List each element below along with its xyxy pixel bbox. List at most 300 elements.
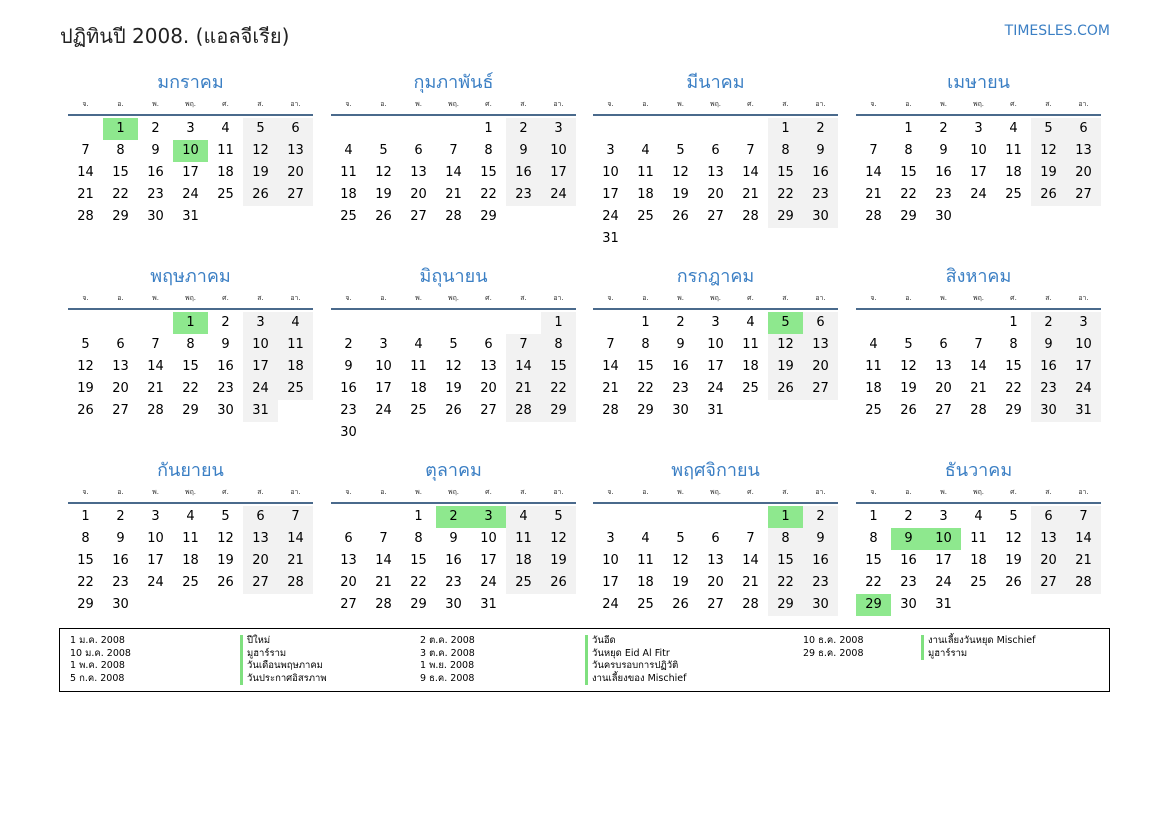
day-cell: 15	[541, 356, 576, 378]
day-cell: 17	[707, 359, 724, 374]
month-name: ตุลาคม	[425, 460, 482, 481]
weekday-label: พ.	[940, 100, 947, 108]
day-cell: 6	[1066, 118, 1101, 140]
day-cell: 10	[970, 143, 987, 158]
weekday-label: ศ.	[222, 488, 229, 496]
day-cell: 22	[768, 572, 803, 594]
day-cell: 16	[217, 359, 234, 374]
day-cell: 10	[1066, 334, 1101, 356]
day-cell: 10	[480, 531, 497, 546]
weekday-label: อา.	[815, 100, 826, 108]
day-cell: 17	[602, 187, 619, 202]
day-cell: 1	[641, 315, 650, 330]
day-cell: 26	[672, 209, 689, 224]
day-cell: 8	[81, 531, 90, 546]
weekday-label: อา.	[290, 100, 301, 108]
day-cell: 30	[340, 425, 357, 440]
day-cell: 23	[900, 575, 917, 590]
day-cell: 25	[182, 575, 199, 590]
day-cell: 14	[278, 528, 313, 550]
weekday-label: จ.	[607, 100, 614, 108]
day-cell: 26	[243, 184, 278, 206]
day-cell: 22	[182, 381, 199, 396]
day-cell: 14	[602, 359, 619, 374]
day-cell: 18	[410, 381, 427, 396]
day-cell: 19	[243, 162, 278, 184]
day-cell: 1	[541, 312, 576, 334]
day-cell: 1	[1009, 315, 1018, 330]
day-cell: 23	[147, 187, 164, 202]
day-cell: 20	[1066, 162, 1101, 184]
weekday-label: พฤ.	[972, 294, 985, 302]
weekday-label: พฤ.	[972, 488, 985, 496]
day-cell: 6	[243, 506, 278, 528]
weekday-header	[593, 292, 838, 310]
day-cell: 19	[768, 356, 803, 378]
day-cell: 27	[410, 209, 427, 224]
day-cell: 31	[1066, 400, 1101, 422]
day-grid	[593, 506, 838, 616]
weekday-label: ส.	[782, 294, 789, 302]
day-cell: 13	[410, 165, 427, 180]
holiday-name: วันประกาศอิสรภาพ	[240, 673, 327, 686]
holiday-date: 3 ต.ค. 2008	[420, 647, 475, 659]
holiday-day-cell: 5	[768, 312, 803, 334]
month-block	[68, 264, 313, 422]
day-cell: 7	[449, 143, 458, 158]
day-cell: 28	[77, 209, 94, 224]
day-cell: 10	[541, 140, 576, 162]
day-cell: 15	[865, 553, 882, 568]
day-cell: 28	[742, 597, 759, 612]
weekday-label: อ.	[905, 294, 912, 302]
empty-cell	[401, 312, 436, 334]
day-grid	[331, 118, 576, 228]
day-cell: 29	[112, 209, 129, 224]
day-cell: 21	[742, 575, 759, 590]
day-cell: 3	[243, 312, 278, 334]
day-cell: 27	[340, 597, 357, 612]
day-cell: 5	[81, 337, 90, 352]
weekday-label: อ.	[642, 100, 649, 108]
weekday-label: อา.	[815, 294, 826, 302]
day-cell: 1	[414, 509, 423, 524]
holiday-date: 29 ธ.ค. 2008	[803, 647, 864, 659]
day-cell: 8	[768, 528, 803, 550]
day-cell: 15	[410, 553, 427, 568]
day-cell: 8	[116, 143, 125, 158]
holiday-date: 9 ธ.ค. 2008	[420, 672, 475, 684]
empty-cell	[68, 118, 103, 140]
month-name: มีนาคม	[686, 72, 745, 93]
day-cell: 20	[340, 575, 357, 590]
day-cell: 2	[151, 121, 160, 136]
month-name: พฤศจิกายน	[671, 460, 760, 481]
weekday-label: จ.	[345, 488, 352, 496]
empty-cell	[628, 506, 663, 528]
day-cell: 6	[344, 531, 353, 546]
day-cell: 8	[768, 140, 803, 162]
weekday-label: อา.	[290, 488, 301, 496]
holiday-name: วันเดือนพฤษภาคม	[240, 660, 323, 673]
day-cell: 21	[278, 550, 313, 572]
day-cell: 10	[602, 553, 619, 568]
day-cell: 18	[278, 356, 313, 378]
day-cell: 18	[217, 165, 234, 180]
day-cell: 20	[803, 356, 838, 378]
day-cell: 29	[541, 400, 576, 422]
weekday-label: อา.	[1078, 100, 1089, 108]
day-grid	[331, 506, 576, 616]
weekday-label: ศ.	[747, 100, 754, 108]
day-cell: 30	[445, 597, 462, 612]
day-cell: 25	[1005, 187, 1022, 202]
day-cell: 15	[637, 359, 654, 374]
day-cell: 11	[637, 165, 654, 180]
day-cell: 19	[77, 381, 94, 396]
day-cell: 6	[711, 143, 720, 158]
holiday-name: วันหยุด Eid Al Fitr	[585, 648, 670, 661]
weekday-label: พ.	[940, 294, 947, 302]
legend-row	[70, 660, 370, 673]
empty-cell	[663, 118, 698, 140]
day-cell: 28	[742, 209, 759, 224]
day-cell: 5	[676, 143, 685, 158]
day-cell: 14	[1066, 528, 1101, 550]
day-cell: 24	[182, 187, 199, 202]
day-cell: 21	[865, 187, 882, 202]
day-cell: 11	[1005, 143, 1022, 158]
day-cell: 6	[116, 337, 125, 352]
day-cell: 2	[116, 509, 125, 524]
day-cell: 9	[449, 531, 458, 546]
month-name: มิถุนายน	[419, 266, 488, 287]
day-cell: 27	[480, 403, 497, 418]
day-cell: 3	[974, 121, 983, 136]
day-cell: 10	[243, 334, 278, 356]
holiday-date: 1 ม.ค. 2008	[70, 635, 125, 646]
empty-cell	[506, 312, 541, 334]
day-cell: 8	[484, 143, 493, 158]
day-cell: 29	[1005, 403, 1022, 418]
day-cell: 3	[711, 315, 720, 330]
day-cell: 17	[541, 162, 576, 184]
day-cell: 25	[506, 572, 541, 594]
day-cell: 13	[707, 553, 724, 568]
day-cell: 30	[1031, 400, 1066, 422]
year-calendar-grid	[68, 70, 1110, 624]
weekday-label: ศ.	[485, 100, 492, 108]
day-cell: 27	[803, 378, 838, 400]
day-cell: 29	[637, 403, 654, 418]
legend-row	[70, 673, 370, 686]
weekday-label: ส.	[1045, 294, 1052, 302]
day-cell: 20	[707, 575, 724, 590]
day-cell: 29	[77, 597, 94, 612]
day-cell: 9	[939, 143, 948, 158]
day-cell: 10	[375, 359, 392, 374]
day-cell: 1	[484, 121, 493, 136]
day-cell: 12	[1005, 531, 1022, 546]
day-cell: 21	[147, 381, 164, 396]
weekday-label: พ.	[677, 488, 684, 496]
day-cell: 28	[278, 572, 313, 594]
empty-cell	[593, 312, 628, 334]
day-cell: 30	[803, 594, 838, 616]
day-cell: 12	[375, 165, 392, 180]
holiday-date: 10 ธ.ค. 2008	[803, 635, 864, 646]
empty-cell	[436, 312, 471, 334]
day-cell: 24	[707, 381, 724, 396]
day-cell: 27	[935, 403, 952, 418]
day-cell: 26	[77, 403, 94, 418]
day-cell: 9	[676, 337, 685, 352]
day-cell: 25	[637, 597, 654, 612]
day-cell: 25	[865, 403, 882, 418]
day-cell: 30	[935, 209, 952, 224]
day-cell: 14	[970, 359, 987, 374]
day-cell: 22	[541, 378, 576, 400]
holiday-day-cell: 3	[471, 506, 506, 528]
empty-cell	[593, 506, 628, 528]
legend-row	[803, 635, 1103, 648]
day-cell: 7	[379, 531, 388, 546]
weekday-label: ส.	[1045, 488, 1052, 496]
day-cell: 26	[541, 572, 576, 594]
day-cell: 23	[803, 572, 838, 594]
weekday-label: พ.	[415, 294, 422, 302]
month-name: มกราคม	[157, 72, 224, 93]
day-cell: 5	[449, 337, 458, 352]
weekday-label: จ.	[870, 294, 877, 302]
day-cell: 18	[637, 575, 654, 590]
month-block	[331, 264, 576, 444]
weekday-label: อา.	[1078, 488, 1089, 496]
day-cell: 14	[742, 165, 759, 180]
weekday-label: ส.	[782, 100, 789, 108]
day-cell: 3	[379, 337, 388, 352]
day-cell: 5	[243, 118, 278, 140]
day-cell: 7	[869, 143, 878, 158]
weekday-label: พ.	[415, 488, 422, 496]
day-cell: 19	[1005, 553, 1022, 568]
day-cell: 12	[243, 140, 278, 162]
day-cell: 24	[602, 597, 619, 612]
day-cell: 18	[340, 187, 357, 202]
day-cell: 27	[1066, 184, 1101, 206]
month-block	[68, 458, 313, 616]
holiday-name: ปีใหม่	[240, 635, 270, 648]
day-cell: 22	[410, 575, 427, 590]
day-cell: 21	[742, 187, 759, 202]
day-cell: 28	[865, 209, 882, 224]
day-cell: 2	[803, 118, 838, 140]
day-cell: 9	[116, 531, 125, 546]
empty-cell	[663, 506, 698, 528]
day-cell: 26	[1005, 575, 1022, 590]
day-cell: 5	[1031, 118, 1066, 140]
day-cell: 11	[410, 359, 427, 374]
day-cell: 20	[480, 381, 497, 396]
day-cell: 13	[803, 334, 838, 356]
day-grid	[593, 312, 838, 422]
day-cell: 25	[970, 575, 987, 590]
weekday-label: ส.	[782, 488, 789, 496]
weekday-label: อา.	[1078, 294, 1089, 302]
day-cell: 6	[1031, 506, 1066, 528]
day-cell: 12	[217, 531, 234, 546]
day-cell: 6	[484, 337, 493, 352]
month-name: เมษายน	[947, 72, 1010, 93]
day-cell: 26	[445, 403, 462, 418]
day-cell: 12	[541, 528, 576, 550]
legend-row	[420, 648, 720, 661]
day-cell: 31	[602, 231, 619, 246]
day-cell: 25	[742, 381, 759, 396]
empty-cell	[471, 312, 506, 334]
day-cell: 18	[742, 359, 759, 374]
empty-cell	[366, 312, 401, 334]
weekday-label: ส.	[520, 488, 527, 496]
day-cell: 12	[1031, 140, 1066, 162]
day-cell: 23	[112, 575, 129, 590]
day-cell: 14	[375, 553, 392, 568]
day-cell: 29	[410, 597, 427, 612]
month-name: พฤษภาคม	[150, 266, 231, 287]
weekday-label: ส.	[257, 488, 264, 496]
day-cell: 7	[974, 337, 983, 352]
month-block	[593, 70, 838, 250]
weekday-label: จ.	[607, 488, 614, 496]
day-cell: 1	[869, 509, 878, 524]
day-cell: 14	[865, 165, 882, 180]
month-name: สิงหาคม	[945, 266, 1012, 287]
weekday-label: จ.	[345, 100, 352, 108]
day-cell: 16	[1031, 356, 1066, 378]
day-cell: 2	[803, 506, 838, 528]
day-cell: 29	[480, 209, 497, 224]
day-cell: 8	[869, 531, 878, 546]
weekday-label: พฤ.	[447, 100, 460, 108]
weekday-header	[331, 292, 576, 310]
site-link[interactable]: TIMESLES.COM	[1004, 23, 1110, 39]
month-name: กรกฎาคม	[676, 266, 755, 287]
day-grid	[331, 312, 576, 444]
day-cell: 15	[77, 553, 94, 568]
day-cell: 4	[641, 531, 650, 546]
day-cell: 2	[221, 315, 230, 330]
weekday-label: อ.	[905, 100, 912, 108]
day-cell: 30	[900, 597, 917, 612]
month-block	[593, 264, 838, 422]
day-cell: 24	[935, 575, 952, 590]
weekday-label: ศ.	[222, 100, 229, 108]
day-cell: 22	[900, 187, 917, 202]
day-cell: 31	[243, 400, 278, 422]
weekday-label: พ.	[677, 294, 684, 302]
empty-cell	[401, 118, 436, 140]
legend-column	[420, 635, 720, 685]
day-cell: 19	[900, 381, 917, 396]
day-cell: 30	[217, 403, 234, 418]
holiday-date: 10 ม.ค. 2008	[70, 647, 131, 659]
weekday-label: จ.	[870, 488, 877, 496]
day-cell: 21	[445, 187, 462, 202]
day-cell: 11	[970, 531, 987, 546]
day-cell: 17	[182, 165, 199, 180]
day-cell: 16	[147, 165, 164, 180]
day-cell: 28	[506, 400, 541, 422]
day-cell: 20	[112, 381, 129, 396]
day-cell: 11	[637, 553, 654, 568]
day-cell: 28	[602, 403, 619, 418]
empty-cell	[331, 312, 366, 334]
day-cell: 6	[711, 531, 720, 546]
holiday-day-cell: 9	[891, 528, 926, 550]
day-cell: 24	[243, 378, 278, 400]
day-cell: 11	[506, 528, 541, 550]
day-cell: 15	[768, 162, 803, 184]
weekday-header	[68, 292, 313, 310]
day-cell: 1	[768, 118, 803, 140]
day-grid	[68, 506, 313, 616]
day-cell: 23	[217, 381, 234, 396]
day-cell: 3	[939, 509, 948, 524]
day-cell: 5	[379, 143, 388, 158]
day-cell: 13	[112, 359, 129, 374]
day-cell: 15	[112, 165, 129, 180]
weekday-header	[856, 292, 1101, 310]
month-block	[856, 458, 1101, 616]
holiday-day-cell: 1	[768, 506, 803, 528]
day-cell: 5	[904, 337, 913, 352]
day-cell: 11	[742, 337, 759, 352]
day-cell: 9	[344, 359, 353, 374]
day-cell: 23	[445, 575, 462, 590]
day-cell: 11	[182, 531, 199, 546]
weekday-label: อ.	[380, 488, 387, 496]
day-cell: 2	[904, 509, 913, 524]
weekday-header	[331, 98, 576, 116]
weekday-header	[68, 486, 313, 504]
day-cell: 20	[278, 162, 313, 184]
day-cell: 4	[869, 337, 878, 352]
day-cell: 29	[768, 206, 803, 228]
day-grid	[856, 312, 1101, 422]
day-cell: 31	[182, 209, 199, 224]
day-cell: 27	[112, 403, 129, 418]
day-cell: 9	[1031, 334, 1066, 356]
day-cell: 4	[186, 509, 195, 524]
day-cell: 18	[865, 381, 882, 396]
day-cell: 7	[81, 143, 90, 158]
holiday-name: งานเลี้ยงวันหยุด Mischief	[921, 635, 1035, 648]
day-cell: 13	[480, 359, 497, 374]
day-cell: 4	[278, 312, 313, 334]
day-cell: 18	[182, 553, 199, 568]
weekday-label: ศ.	[747, 294, 754, 302]
day-cell: 27	[707, 209, 724, 224]
holiday-legend	[59, 628, 1110, 692]
day-cell: 7	[606, 337, 615, 352]
empty-cell	[733, 118, 768, 140]
holiday-name: งานเลี้ยงของ Mischief	[585, 673, 686, 686]
day-cell: 16	[803, 550, 838, 572]
weekday-label: พฤ.	[184, 294, 197, 302]
weekday-label: พ.	[152, 294, 159, 302]
empty-cell	[926, 312, 961, 334]
day-cell: 14	[77, 165, 94, 180]
